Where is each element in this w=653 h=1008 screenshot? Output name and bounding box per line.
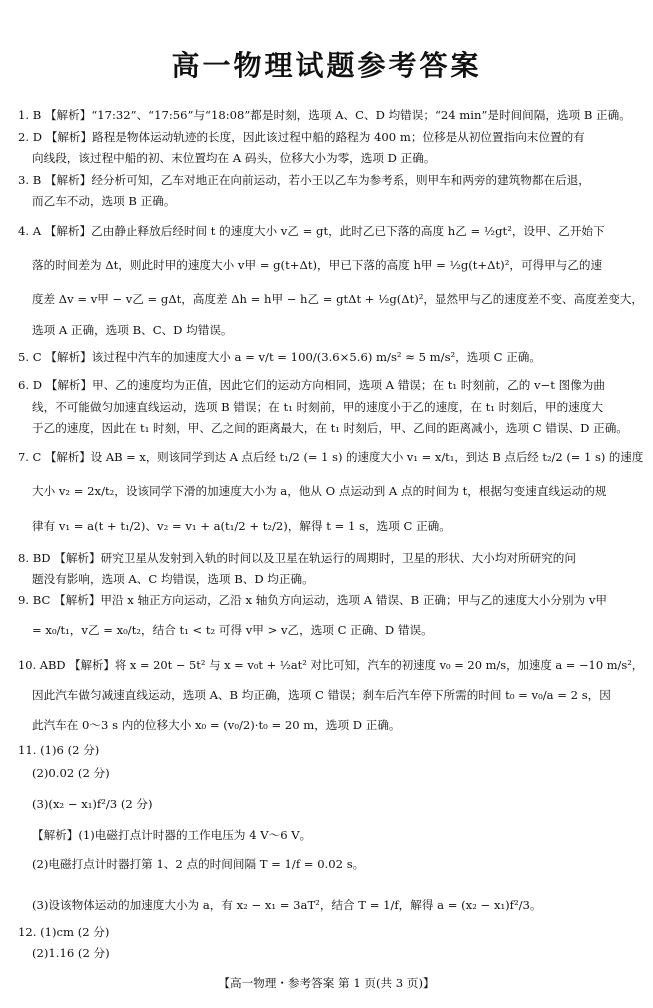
answer-line: = x₀/t₁，v乙 = x₀/t₂，结合 t₁ < t₂ 可得 v甲 > v乙，选项 C 正确、D 错误。	[32, 623, 433, 637]
answer-line: 9. BC 【解析】甲沿 x 轴正方向运动，乙沿 x 轴负方向运动，选项 A 错误、B 正确；甲与乙的速度大小分别为 v甲	[18, 593, 607, 607]
answer-line: 度差 Δv = v甲 − v乙 = gΔt，高度差 Δh = h甲 − h乙 = gtΔt + ½g(Δt)²，显然甲与乙的速度差不变、高度差变大，	[32, 292, 643, 306]
answer-line: 10. ABD 【解析】将 x = 20t − 5t² 与 x = v₀t + ½at² 对比可知，汽车的初速度 v₀ = 20 m/s，加速度 a = −10 m/s²，	[18, 658, 644, 672]
answer-line: 8. BD 【解析】研究卫星从发射到入轨的时间以及卫星在轨运行的周期时，卫星的形状、大小均对所研究的问	[18, 551, 576, 565]
answer-line: 2. D 【解析】路程是物体运动轨迹的长度，因此该过程中船的路程为 400 m；位移是从初位置指向末位置的有	[18, 130, 585, 144]
answer-line: (3)(x₂ − x₁)f²/3 (2 分)	[32, 797, 153, 811]
answer-line: (2)0.02 (2 分)	[32, 766, 110, 780]
answer-line: 5. C 【解析】该过程中汽车的加速度大小 a = v/t = 100/(3.6×5.6) m/s² ≈ 5 m/s²，选项 C 正确。	[18, 350, 541, 364]
answer-line: 向线段，该过程中船的初、末位置均在 A 码头，位移大小为零，选项 D 正确。	[32, 151, 436, 165]
answer-line: 3. B 【解析】经分析可知，乙车对地正在向前运动，若小王以乙车为参考系，则甲车和两旁的建筑物都在后退，	[18, 173, 590, 187]
answer-line: 落的时间差为 Δt，则此时甲的速度大小 v甲 = g(t+Δt)，甲已下落的高度 h甲 = ½g(t+Δt)²，可得甲与乙的速	[32, 258, 603, 272]
answer-line: 而乙车不动，选项 B 正确。	[32, 194, 176, 208]
answer-line: 7. C 【解析】设 AB = x，则该同学到达 A 点后经 t₁/2 (= 1 s) 的速度大小 v₁ = x/t₁，到达 B 点后经 t₂/2 (= 1 s) 的速度	[18, 450, 644, 464]
answer-line: 因此汽车做匀减速直线运动，选项 A、B 均正确，选项 C 错误；刹车后汽车停下所需的时间 t₀ = v₀/a = 2 s，因	[32, 688, 611, 702]
answer-line: 大小 v₂ = 2x/t₂，设该同学下滑的加速度大小为 a，他从 O 点运动到 A 点的时间为 t，根据匀变速直线运动的规	[32, 484, 607, 498]
answer-line: 题没有影响，选项 A、C 均错误，选项 B、D 均正确。	[32, 572, 314, 586]
answer-line: 于乙的速度，因此在 t₁ 时刻，甲、乙之间的距离最大，在 t₁ 时刻后，甲、乙间的距离减小，选项 C 错误、D 正确。	[32, 421, 628, 435]
answer-line: 律有 v₁ = a(t + t₁/2)、v₂ = v₁ + a(t₁/2 + t₂/2)，解得 t = 1 s，选项 C 正确。	[32, 519, 451, 533]
answer-line: 1. B 【解析】“17:32”、“17:56”与“18:08”都是时刻，选项 A、C、D 均错误；“24 min”是时间间隔，选项 B 正确。	[18, 108, 631, 122]
answer-line: (3)设该物体运动的加速度大小为 a，有 x₂ − x₁ = 3aT²，结合 T = 1/f，解得 a = (x₂ − x₁)f²/3。	[32, 898, 542, 912]
page-title: 高一物理试题参考答案	[171, 49, 482, 82]
answer-line: 此汽车在 0～3 s 内的位移大小 x₀ = (v₀/2)·t₀ = 20 m，选项 D 正确。	[32, 718, 401, 732]
answer-line: 11. (1)6 (2 分)	[18, 743, 100, 757]
answer-line: 4. A 【解析】乙由静止释放后经时间 t 的速度大小 v乙 = gt，此时乙已下落的高度 h乙 = ½gt²，设甲、乙开始下	[18, 224, 605, 238]
answer-line: 6. D 【解析】甲、乙的速度均为正值，因此它们的运动方向相同，选项 A 错误；在 t₁ 时刻前，乙的 v−t 图像为曲	[18, 378, 605, 392]
answer-line: 【解析】(1)电磁打点计时器的工作电压为 4 V～6 V。	[32, 828, 312, 842]
page-footer: 【高一物理・参考答案 第 1 页(共 3 页)】	[218, 976, 435, 990]
answer-line: 12. (1)cm (2 分)	[18, 925, 110, 939]
answer-line: (2)1.16 (2 分)	[32, 946, 110, 960]
answer-line: 线，不可能做匀加速直线运动，选项 B 错误；在 t₁ 时刻前，甲的速度小于乙的速度，在 t₁ 时刻后，甲的速度大	[32, 400, 603, 414]
answer-line: 选项 A 正确，选项 B、C、D 均错误。	[32, 323, 233, 337]
answer-line: (2)电磁打点计时器打第 1、2 点的时间间隔 T = 1/f = 0.02 s。	[32, 857, 365, 871]
